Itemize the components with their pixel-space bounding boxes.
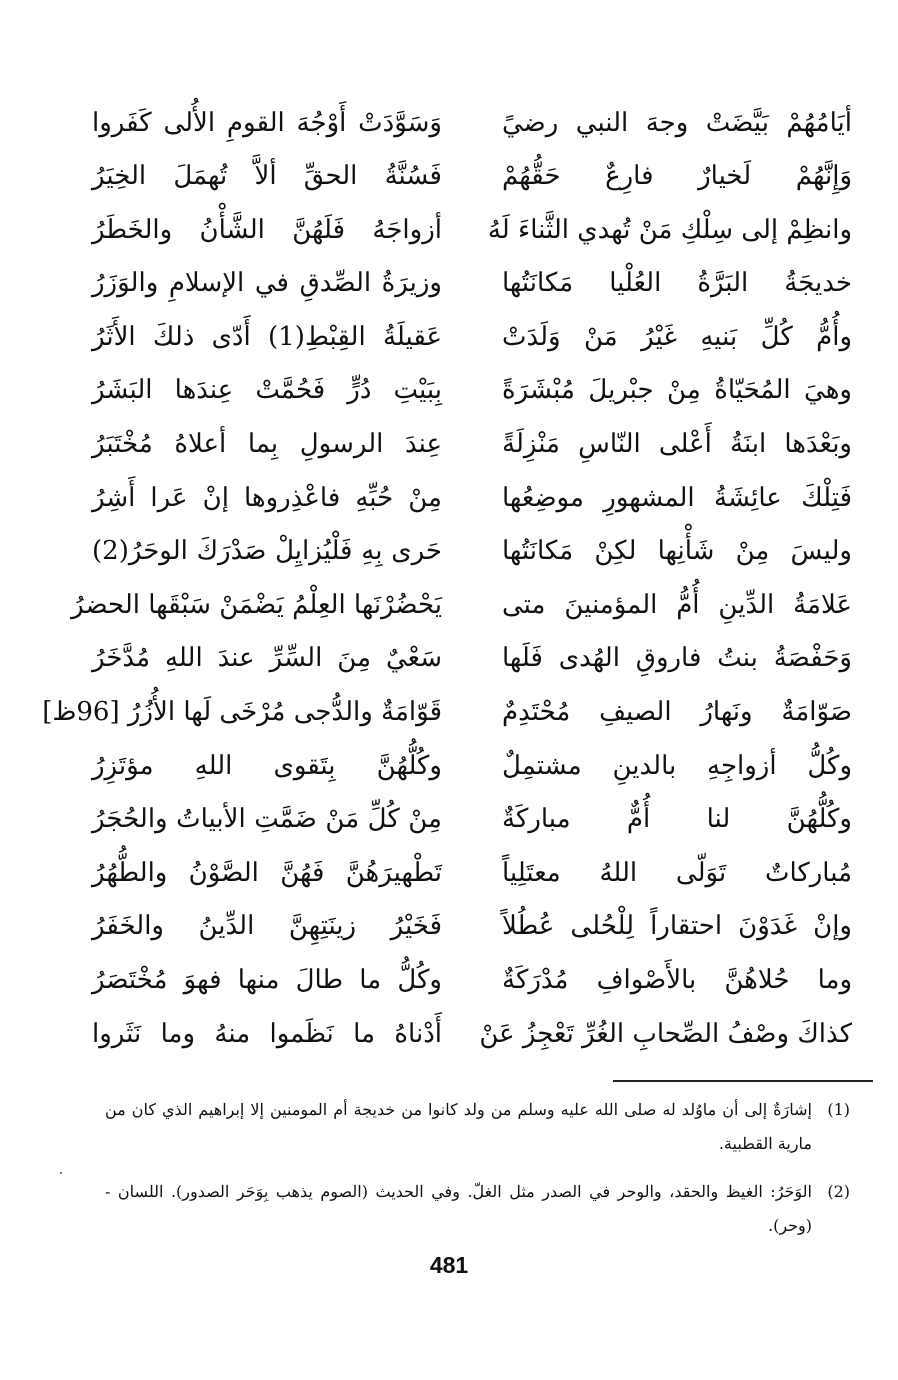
verse-second-hemistich: أَدْناهُ ما نَظَموا منهُ وما نَثَروا	[92, 1018, 442, 1049]
verse-first-hemistich: صَوّامَةٌ ونَهارُ الصيفِ مُحْتَدِمٌ	[502, 697, 852, 728]
verse-first-hemistich: وإنْ غَدَوْنَ احتقاراً لِلْحُلى عُطُلاً	[502, 911, 852, 942]
verse-line	[92, 310, 852, 364]
verse-second-hemistich: عِندَ الرسولِ بِما أعلاهُ مُخْتَبَرُ	[92, 429, 442, 460]
page-number: 481	[429, 1252, 469, 1278]
verse-first-hemistich: خديجَةُ البَرَّةُ العُلْيا مَكانَتُها	[502, 268, 852, 299]
verse-line	[92, 632, 852, 686]
verse-first-hemistich: وكُلُّ أزواجِهِ بالدينِ مشتمِلٌ	[502, 750, 852, 781]
verse-second-hemistich: وَسَوَّدَتْ أَوْجُهَ القومِ الأُلى كَفَروا	[92, 107, 442, 138]
footnote-separator	[613, 1080, 873, 1082]
verse-second-hemistich: وكُلُّهُنَّ بِتَقوى اللهِ مؤتَزِرُ	[92, 750, 442, 781]
verse-first-hemistich: كذاكَ وصْفُ الصِّحابِ الغُرِّ تَعْجِزُ عَنْ	[479, 1018, 852, 1049]
verse-second-hemistich: فَسُنَّةُ الحقِّ ألاَّ تُهمَلَ الخِيَرُ	[92, 161, 442, 192]
verse-second-hemistich: أزواجَهُ فَلَهُنَّ الشَّأْنُ والخَطَرُ	[92, 214, 442, 245]
footnote-2	[105, 1175, 850, 1243]
verse-line	[92, 364, 852, 418]
verse-line	[42, 686, 852, 740]
verse-line	[92, 418, 852, 472]
verse-first-hemistich: وانظِمْ إلى سِلْكِ مَنْ تُهدي الثَّناءَ لَهُ	[487, 214, 852, 245]
verse-line	[92, 846, 852, 900]
verse-line	[92, 150, 852, 204]
footnote-text: الوَحَرُ: الغيظ والحقد، والوحر في الصدر مثل الغلّ. وفي الحديث (الصوم يذهب بِوَحَر الصدور). اللسان - (وحر).	[105, 1182, 812, 1235]
verse-first-hemistich: عَلامَةُ الدِّينِ أُمُّ المؤمنينَ متى	[502, 589, 852, 620]
verse-second-hemistich: وكُلُّ ما طالَ منها فهوَ مُخْتَصَرُ	[92, 965, 442, 995]
poem	[42, 96, 852, 1061]
verse-first-hemistich: وكُلُّهُنَّ لنا أُمٌّ مباركَةٌ	[502, 804, 852, 835]
verse-second-hemistich: بِبَيْتِ دُرٍّ فَحُمَّتْ عِندَها البَشَرُ	[92, 375, 442, 406]
verse-line	[92, 739, 852, 793]
verse-line	[92, 203, 852, 257]
verse-second-hemistich: تَطْهيرَهُنَّ فَهُنَّ الصَّوْنُ والطُّهُرُ	[92, 857, 442, 888]
verse-line	[92, 954, 852, 1008]
verse-first-hemistich: وَإِنَّهُمْ لَخيارٌ فارِعٌ حَقُّهُمْ	[502, 161, 852, 192]
scan-speck	[60, 1172, 62, 1174]
verse-first-hemistich: أيَامُهُمْ بَيَّضَتْ وجهَ النبي رضيً	[502, 107, 852, 138]
footnote-marker: (2)	[827, 1182, 850, 1201]
verse-second-hemistich: قَوّامَةٌ والدُّجى مُرْخَى لَها الأُزُرُ [96ظ]	[42, 697, 442, 728]
verse-line	[92, 525, 852, 579]
verse-second-hemistich: وزيرَةُ الصِّدقِ في الإسلامِ والوَزَرُ	[92, 268, 442, 299]
verse-first-hemistich: مُباركاتٌ تَوَلّى اللهُ معتَلِياً	[502, 857, 852, 888]
verse-second-hemistich: سَعْيٌ مِنَ السِّرِّ عندَ اللهِ مُدَّخَرُ	[92, 643, 442, 674]
verse-line	[92, 96, 852, 150]
footnote-marker: (1)	[827, 1100, 850, 1119]
verse-line	[71, 578, 852, 632]
verse-second-hemistich: مِنْ كُلِّ مَنْ ضَمَّتِ الأبياتُ والحُجَرُ	[92, 804, 442, 835]
footnotes	[105, 1093, 850, 1257]
verse-line	[92, 257, 852, 311]
verse-first-hemistich: وبَعْدَها ابنَةُ أَعْلى النّاسِ مَنْزِلَةً	[502, 429, 852, 460]
footnote-text: إشارَةٌ إلى أن ماوُلد له صلى الله عليه وسلم من ولد كانوا من خديجة أم المومنين إلا إبراهيم الذي كان من مارية القطبية.	[105, 1100, 812, 1153]
verse-first-hemistich: وهيَ المُحَيّاةُ مِنْ جبْريلَ مُبْشَرَةً	[502, 375, 852, 406]
verse-first-hemistich: وليسَ مِنْ شَأْنِها لكِنْ مَكانَتُها	[502, 536, 852, 567]
verse-second-hemistich: حَرى بِهِ فَلْيُزايِلْ صَدْرَكَ الوحَرُ(2)	[92, 536, 442, 567]
verse-first-hemistich: وأُمُّ كُلِّ بَنيهِ غَيْرُ مَنْ وَلَدَتْ	[502, 321, 852, 352]
verse-line	[92, 1007, 852, 1061]
verse-first-hemistich: وما حُلاهُنَّ بالأَصْوافِ مُدْرَكَةٌ	[502, 965, 852, 995]
verse-line	[92, 471, 852, 525]
verse-line	[92, 793, 852, 847]
verse-line	[92, 900, 852, 954]
verse-second-hemistich: يَحْضُرْنَها العِلْمُ يَضْمَنْ سَبْقَها الحضرُ	[71, 589, 442, 620]
verse-second-hemistich: فَخَيْرُ زينَتِهِنَّ الدِّينُ والخَفَرُ	[92, 911, 442, 942]
verse-second-hemistich: مِنْ حُبِّهِ فاعْذِروها إنْ عَرا أَشِرُ	[92, 482, 442, 513]
verse-first-hemistich: وَحَفْصَةُ بنتُ فاروقِ الهُدى فَلَها	[502, 643, 852, 674]
footnote-1	[105, 1093, 850, 1161]
verse-first-hemistich: فَتِلْكَ عائِشَةُ المشهورِ موضِعُها	[502, 482, 852, 513]
verse-second-hemistich: عَقيلَةُ القِبْطِ(1) أَدّى ذلكَ الأَثَرُ	[92, 321, 442, 352]
